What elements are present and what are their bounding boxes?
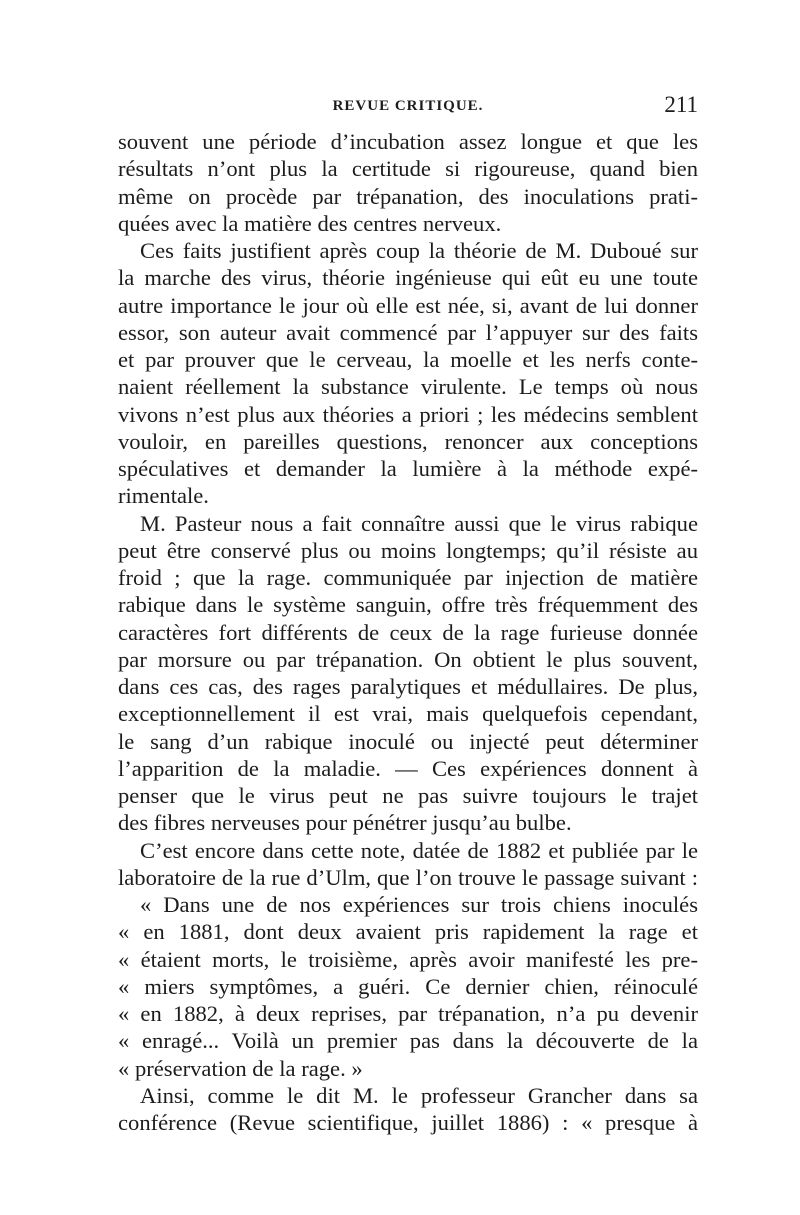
- text-line: le sang d’un rabique inoculé ou injecté peut déterminer: [118, 728, 698, 754]
- text-line: C’est encore dans cette note, datée de 1882 et publiée par le: [140, 837, 698, 863]
- text-line: essor, son auteur avait commencé par l’appuyer sur des faits: [118, 319, 698, 345]
- text-line: spéculatives et demander la lumière à la méthode expé-: [118, 456, 698, 481]
- text-line: penser que le virus peut ne pas suivre toujours le trajet: [118, 783, 698, 808]
- text-line: « enragé... Voilà un premier pas dans la découverte de la: [118, 1028, 698, 1054]
- text-line: quées avec la matière des centres nerveux.: [118, 210, 502, 236]
- text-line: des fibres nerveuses pour pénétrer jusqu’au bulbe.: [118, 810, 572, 836]
- text-line: autre importance le jour où elle est née, si, avant de lui donner: [118, 292, 698, 318]
- text-line: Ainsi, comme le dit M. le professeur Grancher dans sa: [140, 1082, 698, 1108]
- text-line: conférence (Revue scientifique, juillet 1886) : « presque à: [118, 1110, 698, 1135]
- text-line: « en 1882, à deux reprises, par trépanation, n’a pu devenir: [118, 1001, 698, 1026]
- page-number: 211: [664, 92, 698, 117]
- body-text: [118, 128, 698, 1136]
- text-line: vouloir, en pareilles questions, renoncer aux conceptions: [118, 428, 698, 454]
- text-line: exceptionnellement il est vrai, mais quelquefois cependant,: [118, 701, 698, 727]
- text-line: peut être conservé plus ou moins longtemps; qu’il résiste au: [118, 537, 698, 563]
- text-line: souvent une période d’incubation assez longue et que les: [118, 129, 698, 154]
- text-line: naient réellement la substance virulente. Le temps où nous: [118, 374, 698, 400]
- text-line: par morsure ou par trépanation. On obtient le plus souvent,: [118, 646, 698, 672]
- text-line: « étaient morts, le troisième, après avoir manifesté les pre-: [118, 946, 698, 972]
- page-header: [118, 92, 698, 122]
- text-line: laboratoire de la rue d’Ulm, que l’on trouve le passage suivant :: [118, 864, 698, 890]
- text-line: froid ; que la rage. communiquée par injection de matière: [118, 565, 698, 590]
- text-line: rabique dans le système sanguin, offre très fréquemment des: [118, 592, 698, 618]
- text-line: « en 1881, dont deux avaient pris rapidement la rage et: [118, 919, 698, 945]
- text-line: vivons n’est plus aux théories a priori ; les médecins semblent: [118, 401, 698, 427]
- text-line: dans ces cas, des rages paralytiques et médullaires. De plus,: [118, 674, 698, 699]
- text-line: la marche des virus, théorie ingénieuse qui eût eu une toute: [118, 265, 698, 291]
- text-line: « préservation de la rage. »: [118, 1055, 363, 1081]
- text-line: l’apparition de la maladie. — Ces expériences donnent à: [118, 755, 698, 781]
- text-line: « Dans une de nos expériences sur trois chiens inoculés: [140, 892, 698, 917]
- running-title: REVUE CRITIQUE.: [332, 98, 484, 114]
- text-line: résultats n’ont plus la certitude si rigoureuse, quand bien: [118, 156, 698, 182]
- text-line: et par prouver que le cerveau, la moelle et les nerfs conte-: [118, 347, 698, 372]
- text-line: caractères fort différents de ceux de la rage furieuse donnée: [118, 619, 698, 645]
- text-line: Ces faits justifient après coup la théorie de M. Duboué sur: [140, 238, 698, 263]
- text-line: « miers symptômes, a guéri. Ce dernier chien, réinoculé: [118, 973, 698, 999]
- text-line: M. Pasteur nous a fait connaître aussi que le virus rabique: [140, 510, 698, 536]
- text-line: rimentale.: [118, 483, 209, 509]
- text-line: même on procède par trépanation, des inoculations prati-: [118, 183, 698, 209]
